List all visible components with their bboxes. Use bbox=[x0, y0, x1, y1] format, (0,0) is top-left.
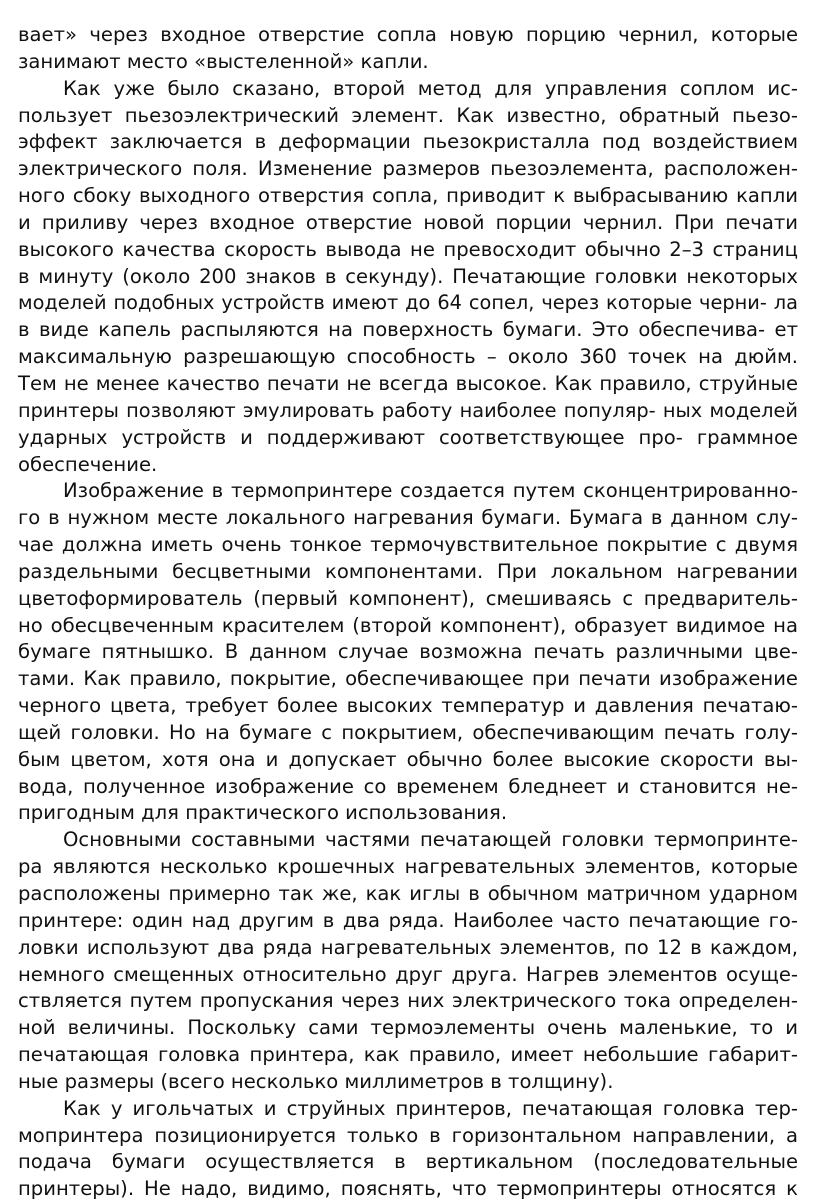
text-line: Изображение в термопринтере создается путем сконцентрированно- bbox=[63, 479, 798, 503]
text-line: расположены примерно так же, как иглы в обычном матричном ударном bbox=[18, 882, 798, 905]
text-line: Как у игольчатых и струйных принтеров, печатающая головка тер- bbox=[63, 1096, 798, 1120]
text-line: бумаге пятнышко. В данном случае возможна печать различными цве- bbox=[18, 640, 798, 664]
text-line: ударных устройств и поддерживают соответствующее про- граммное bbox=[18, 425, 798, 449]
text-line: принтеры позволяют эмулировать работу наиболее популяр- ных моделей bbox=[18, 398, 798, 422]
text-line: Тем не менее качество печати не всегда высокое. Как правило, струйные bbox=[18, 371, 798, 395]
text-line: пригодным для практического использования. bbox=[18, 801, 508, 825]
text-line: моделей подобных устройств имеют до 64 сопел, через которые черни- ла bbox=[18, 291, 798, 315]
text-line: вает» через входное отверстие сопла новую порцию чернил, которые bbox=[18, 23, 798, 46]
text-line: немного смещенных относительно друг друга. Нагрев элементов осуще- bbox=[18, 962, 798, 986]
text-line: но обесцвеченным красителем (второй компонент), образует видимое на bbox=[18, 613, 798, 637]
text-line: печатающая головка принтера, как правило, имеет небольшие габарит- bbox=[18, 1043, 798, 1067]
text-line: ные размеры (всего несколько миллиметров в толщину). bbox=[18, 1069, 614, 1093]
text-line: го в нужном месте локального нагревания бумаги. Бумага в данном слу- bbox=[18, 506, 798, 530]
text-line: ра являются несколько крошечных нагревательных элементов, которые bbox=[18, 855, 798, 879]
text-line: раздельными бесцветными компонентами. При локальном нагревании bbox=[18, 559, 798, 583]
text-line: вода, полученное изображение со временем бледнеет и становится не- bbox=[18, 774, 798, 798]
text-line: занимают место «выстеленной» капли. bbox=[18, 49, 429, 73]
text-line: принтеры). Не надо, видимо, пояснять, что термопринтеры относятся к bbox=[18, 1177, 798, 1201]
text-line: высокого качества скорость вывода не превосходит обычно 2–3 страниц bbox=[18, 237, 798, 261]
text-line: тами. Как правило, покрытие, обеспечивающее при печати изображение bbox=[18, 667, 798, 691]
text-line: в минуту (около 200 знаков в секунду). Печатающие головки некоторых bbox=[18, 264, 798, 288]
text-line: пользует пьезоэлектрический элемент. Как известно, обратный пьезо- bbox=[18, 103, 798, 127]
text-line: эффект заключается в деформации пьезокристалла под воздействием bbox=[18, 130, 798, 154]
text-line: и приливу через входное отверстие новой порции чернил. При печати bbox=[18, 210, 798, 234]
text-line: цветоформирователь (первый компонент), смешиваясь с предваритель- bbox=[18, 586, 798, 610]
text-line: в виде капель распыляются на поверхность бумаги. Это обеспечива- ет bbox=[18, 318, 798, 342]
text-line: принтере: один над другим в два ряда. Наиболее часто печатающие го- bbox=[18, 908, 798, 932]
document-page bbox=[18, 22, 798, 1203]
text-line: ловки используют два ряда нагревательных элементов, по 12 в каждом, bbox=[18, 935, 798, 959]
text-line: бым цветом, хотя она и допускает обычно более высокие скорости вы- bbox=[18, 747, 798, 771]
text-line: ной величины. Поскольку сами термоэлементы очень маленькие, то и bbox=[18, 1016, 798, 1040]
text-line: ствляется путем пропускания через них электрического тока определен- bbox=[18, 989, 798, 1013]
text-line: ного сбоку выходного отверстия сопла, приводит к выбрасыванию капли bbox=[18, 184, 798, 208]
text-line: электрического поля. Изменение размеров пьезоэлемента, расположен- bbox=[18, 157, 798, 181]
text-line: Основными составными частями печатающей головки термопринте- bbox=[63, 828, 798, 852]
text-line: мопринтера позиционируется только в горизонтальном направлении, а bbox=[18, 1123, 798, 1147]
text-line: подача бумаги осуществляется в вертикальном (последовательные bbox=[18, 1150, 798, 1174]
text-line: обеспечение. bbox=[18, 452, 158, 476]
text-line: черного цвета, требует более высоких температур и давления печатаю- bbox=[18, 694, 798, 718]
text-line: Как уже было сказано, второй метод для управления соплом ис- bbox=[63, 76, 798, 100]
text-line: щей головки. Но на бумаге с покрытием, обеспечивающим печать голу- bbox=[18, 720, 798, 744]
text-line: чае должна иметь очень тонкое термочувствительное покрытие с двумя bbox=[18, 533, 798, 557]
text-line: максимальную разрешающую способность – около 360 точек на дюйм. bbox=[18, 345, 798, 369]
